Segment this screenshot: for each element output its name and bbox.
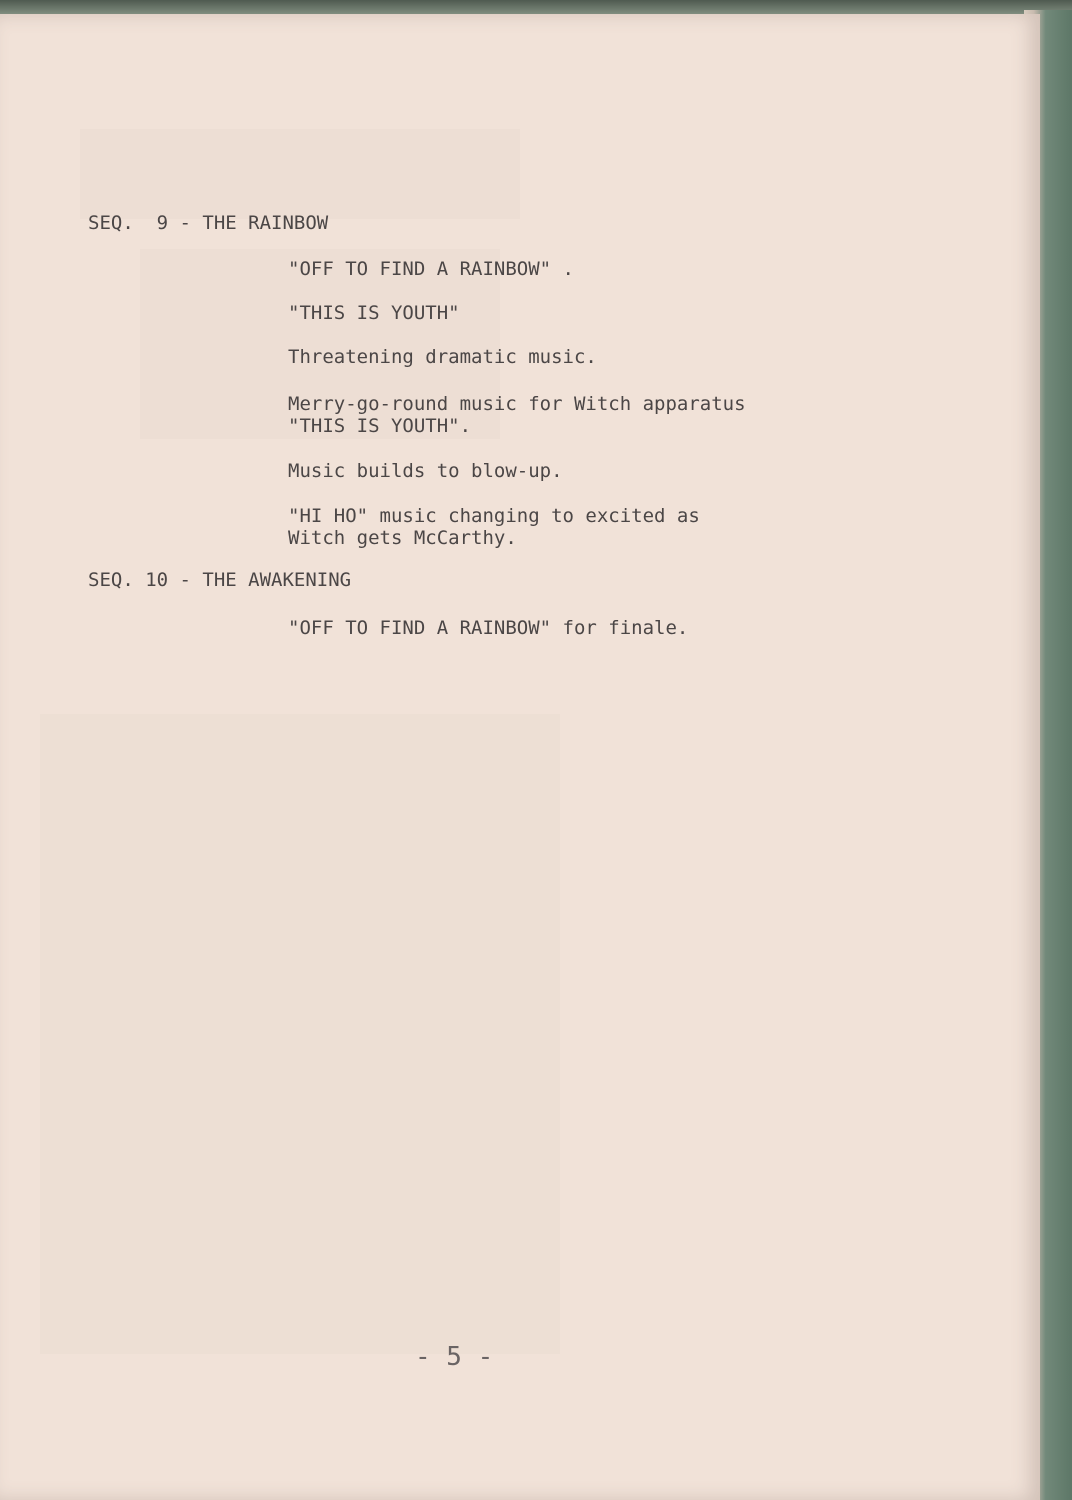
seq-9-line-6: Music builds to blow-up. [288, 460, 563, 482]
seq-10-line-1: "OFF TO FIND A RAINBOW" for finale. [288, 617, 689, 639]
typed-page [0, 14, 1040, 1500]
seq-9-line-3: Threatening dramatic music. [288, 346, 597, 368]
seq-9-line-8: Witch gets McCarthy. [288, 527, 517, 549]
seq-10-heading: SEQ. 10 - THE AWAKENING [88, 569, 352, 591]
page-number: - 5 - [415, 1342, 494, 1372]
show-through-block [80, 129, 520, 219]
seq-9-line-2: "THIS IS YOUTH" [288, 302, 460, 324]
seq-9-line-5: "THIS IS YOUTH". [288, 415, 472, 437]
show-through-block [40, 714, 560, 1354]
seq-9-heading: SEQ. 9 - THE RAINBOW [88, 212, 329, 234]
seq-9-line-7: "HI HO" music changing to excited as [288, 505, 700, 527]
seq-9-line-4: Merry-go-round music for Witch apparatus [288, 393, 746, 415]
seq-9-line-1: "OFF TO FIND A RAINBOW" . [288, 258, 574, 280]
